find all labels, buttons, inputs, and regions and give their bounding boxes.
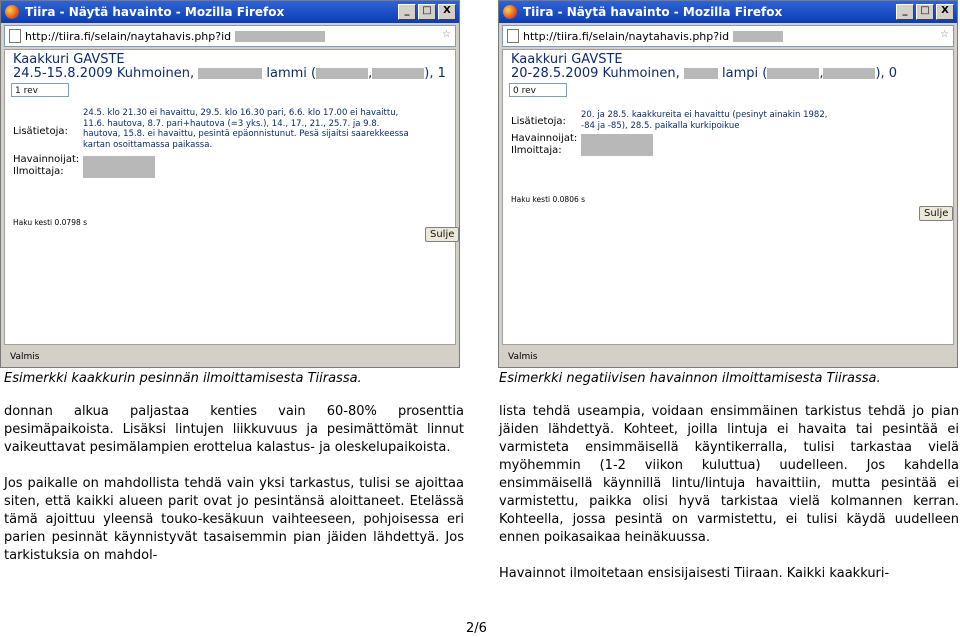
right-info-text: 20. ja 28.5. kaakkureita ei havaittu (pesinyt ainakin 1982, -84 ja -85), 28.5. paikalla kurkipoikue [581,110,828,131]
left-revision-select[interactable]: 1 rev [11,83,69,97]
minimize-button[interactable]: _ [896,4,914,20]
redacted-block [316,68,368,79]
right-query-time: Haku kesti 0.0806 s [511,195,586,204]
left-lisatietoja-label: Lisätietoja: [13,126,68,137]
close-window-button[interactable]: X [438,4,456,20]
page-icon [9,29,21,43]
left-page-content [4,49,456,345]
right-paragraph-2: Havainnot ilmoitetaan ensisijaisesti Tiiraan. Kaikki kaakkuri- [499,566,890,581]
right-text-column [499,403,959,583]
left-browser-window [0,0,460,368]
left-date-place: 24.5-15.8.2009 Kuhmoinen, [13,66,195,81]
right-paragraph-1: lista tehdä useampia, voidaan ensimmäinen tarkistus tehdä jo pian jäiden lähdettyä. Kohteet, joilla lintuja ei havaita tai pesintää ei varmisteta ensimmäisellä käyntikerralla, tulisi tarkastaa vielä myöhemmin (1-2 viikon kuluttua) uudelleen. Jos kahdella ensimmäisellä käynnillä lintu/lintuja havaittiin, mutta pesintää ei varmistettu, paikka olisi hyvä tarkistaa vielä kolmannen kerran. Kohteella, jossa pesintä on varmistettu, ei tulisi käydä uudelleen ennen poikasaikaa heinäkuussa. [499,404,959,545]
left-paragraph-1: donnan alkua paljastaa kenties vain 60-80% prosenttia pesimäpaikoista. Lisäksi lintujen liikkuvuus ja pesimättömät linnut vaikeuttavat pesimälampien erottelua kalastus- ja oleskelupaikoista. [4,404,464,455]
close-window-button[interactable]: X [936,4,954,20]
left-paragraph-2: Jos paikalle on mahdollista tehdä vain yksi tarkastus, tulisi se ajoittaa siten, että kaikki alueen parit ovat jo pesintänsä aloittaneet. Etelässä tämä ajoittuu yleensä touko-kesäkuun vaihteeseen, pohjoisessa eri parien pesinnät käynnistyvät tasaisemmin pian jäiden lähdettyä. Jos tarkistuksia on mahdol- [4,476,464,563]
right-address-bar[interactable] [502,25,954,47]
right-close-button[interactable]: Sulje [919,206,953,221]
left-havainnoijat-label: Havainnoijat: [13,154,80,165]
left-text-column [4,403,464,565]
right-count: ), 0 [875,66,898,81]
left-site-name: lammi ( [266,66,317,81]
right-page-content [502,49,954,345]
left-comma: , [368,66,373,81]
left-status-bar: Valmis [10,352,40,362]
right-browser-window [498,0,958,368]
redacted-block [235,31,325,42]
right-site-name: lampi ( [722,66,768,81]
left-caption: Esimerkki kaakkurin pesinnän ilmoittamisesta Tiirassa. [4,371,362,386]
page-icon [507,29,519,43]
left-observation-header [13,66,446,81]
left-info-text: 24.5. klo 21.30 ei havaittu, 29.5. klo 16.30 pari, 6.6. klo 17.00 ei havaittu, 11.6. hautova, 8.7. pari+hautova (=3 yks.), 14., 17., 21., 25.7. ja 9.8. hautova, 15.8. ei havaittu, pesintä epäonnistunut. Pesä sijaitsi saarekkeessa kartan osoittamassa paikassa. [83,108,409,150]
right-comma: , [819,66,824,81]
right-observation-header [511,66,897,81]
right-title-bar [499,1,957,23]
left-ilmoittaja-label: Ilmoittaja: [13,166,64,177]
address-go-icon[interactable]: ☆ [442,29,451,40]
firefox-icon [503,5,517,19]
right-havainnoijat-label: Havainnoijat: [511,133,578,144]
redacted-block [372,68,424,79]
right-species-title: Kaakkuri GAVSTE [511,52,623,67]
left-url: http://tiira.fi/selain/naytahavis.php?id [25,29,232,43]
right-ilmoittaja-label: Ilmoittaja: [511,145,562,156]
left-title-bar [1,1,459,23]
left-count: ), 1 [424,66,446,81]
maximize-button[interactable]: □ [418,4,436,20]
right-url: http://tiira.fi/selain/naytahavis.php?id [523,29,730,43]
left-close-button[interactable]: Sulje [425,227,459,242]
right-revision-select[interactable]: 0 rev [509,83,567,97]
right-date-place: 20-28.5.2009 Kuhmoinen, [511,66,680,81]
firefox-icon [5,5,19,19]
redacted-block [198,68,262,79]
redacted-block [733,31,783,42]
right-status-bar: Valmis [508,352,538,362]
maximize-button[interactable]: □ [916,4,934,20]
right-caption: Esimerkki negatiivisen havainnon ilmoittamisesta Tiirassa. [499,371,881,386]
right-window-title: Tiira - Näytä havainto - Mozilla Firefox [523,5,783,19]
minimize-button[interactable]: _ [398,4,416,20]
redacted-block [83,156,155,178]
right-lisatietoja-label: Lisätietoja: [511,116,566,127]
left-window-title: Tiira - Näytä havainto - Mozilla Firefox [25,5,285,19]
redacted-block [581,134,653,156]
address-go-icon[interactable]: ☆ [940,29,949,40]
redacted-block [823,68,875,79]
redacted-block [767,68,819,79]
left-species-title: Kaakkuri GAVSTE [13,52,125,67]
left-address-bar[interactable] [4,25,456,47]
page-number: 2/6 [466,621,487,636]
left-query-time: Haku kesti 0.0798 s [13,218,88,227]
redacted-block [684,68,718,79]
